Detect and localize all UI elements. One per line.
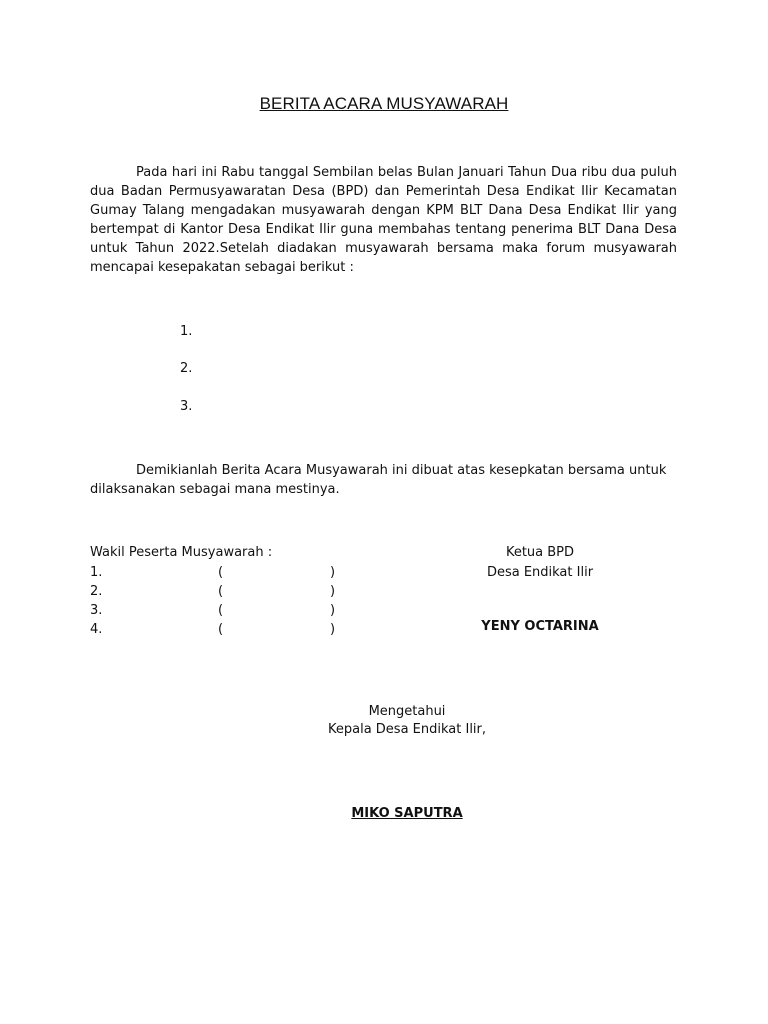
village-head-title: Kepala Desa Endikat Ilir, [327,722,487,737]
representative-number-3: 3. [90,603,103,618]
signature-open-paren-4: ( [218,622,224,637]
agreement-item-1: 1. [180,324,193,339]
bpd-organization: Desa Endikat Ilir [486,565,594,580]
signature-open-paren-2: ( [218,584,224,599]
signature-open-paren-1: ( [218,565,224,580]
acknowledgement-label: Mengetahui [368,704,446,719]
bpd-chair-title: Ketua BPD [505,545,575,560]
bpd-chair-name: YENY OCTARINA [481,619,599,634]
agreement-item-2: 2. [180,361,193,376]
signature-close-paren-3: ) [330,603,336,618]
signature-close-paren-4: ) [330,622,336,637]
representatives-label: Wakil Peserta Musyawarah : [90,545,273,560]
signature-close-paren-1: ) [330,565,336,580]
representative-number-1: 1. [90,565,103,580]
village-head-name: MIKO SAPUTRA [351,806,463,821]
representative-number-2: 2. [90,584,103,599]
document-title: BERITA ACARA MUSYAWARAH [259,94,509,113]
representative-number-4: 4. [90,622,103,637]
signature-open-paren-3: ( [218,603,224,618]
opening-paragraph: Pada hari ini Rabu tanggal Sembilan belas Bulan Januari Tahun Dua ribu dua puluh dua Badan Permusyawaratan Desa (BPD) dan Pemerintah Desa Endikat Ilir Kecamatan Gumay Talang mengadakan musyawarah dengan KPM BLT Dana Desa Endikat Ilir yang bertempat di Kantor Desa Endikat Ilir guna membahas tentang penerima BLT Dana Desa untuk Tahun 2022.Setelah diadakan musyawarah bersama maka forum musyawarah mencapai kesepakatan sebagai berikut : [90,165,677,275]
signature-close-paren-2: ) [330,584,336,599]
closing-paragraph: Demikianlah Berita Acara Musyawarah ini dibuat atas kesepkatan bersama untuk dilaksanakan sebagai mana mestinya. [90,463,667,497]
agreement-item-3: 3. [180,399,193,414]
